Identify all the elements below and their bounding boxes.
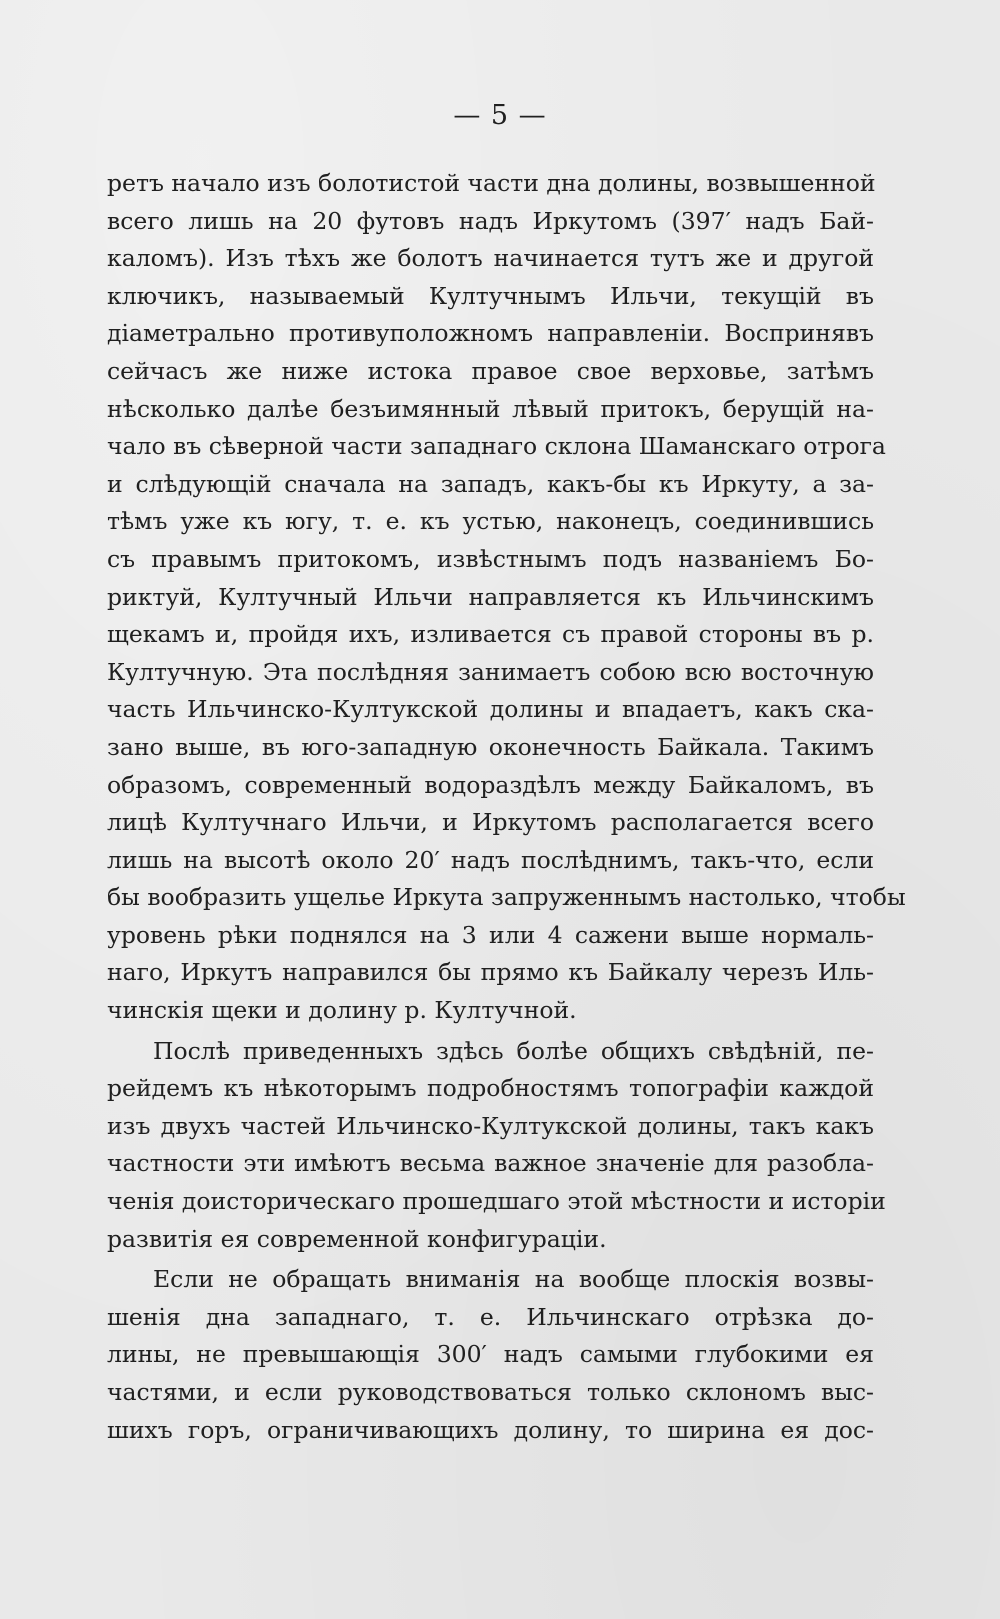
text-line: діаметрально противуположномъ направленіи. Воспринявъ: [107, 319, 874, 348]
text-line: часть Ильчинско-Култукской долины и впадаетъ, какъ ска-: [107, 695, 874, 724]
text-line: развитія ея современной конфигураціи.: [107, 1224, 607, 1253]
text-line: Если не обращать вниманія на вообще плоскія возвы-: [153, 1265, 874, 1294]
paragraph: [107, 165, 906, 1030]
text-line: уровень рѣки поднялся на 3 или 4 сажени выше нормаль-: [107, 920, 874, 949]
paragraph: [107, 1261, 874, 1449]
text-line: лицѣ Култучнаго Ильчи, и Иркутомъ располагается всего: [107, 808, 874, 837]
text-line: образомъ, современный водораздѣлъ между Байкаломъ, въ: [107, 770, 874, 799]
text-line: лины, не превышающія 300′ надъ самыми глубокими ея: [107, 1340, 874, 1369]
body-text: [107, 165, 906, 1449]
text-line: съ правымъ притокомъ, извѣстнымъ подъ названіемъ Бо-: [107, 544, 874, 573]
text-line: чинскія щеки и долину р. Култучной.: [107, 996, 577, 1025]
text-line: тѣмъ уже къ югу, т. е. къ устью, наконецъ, соединившись: [107, 507, 874, 536]
text-line: нѣсколько далѣе безъимянный лѣвый притокъ, берущій на-: [107, 394, 874, 423]
text-line: частями, и если руководствоваться только склономъ выс-: [107, 1378, 874, 1406]
text-line: зано выше, въ юго-западную оконечность Байкала. Такимъ: [107, 732, 874, 761]
text-line: частности эти имѣютъ весьма важное значеніе для разобла-: [107, 1149, 874, 1178]
text-line: лишь на высотѣ около 20′ надъ послѣднимъ, такъ-что, если: [107, 845, 874, 874]
text-line: наго, Иркутъ направился бы прямо къ Байкалу черезъ Иль-: [107, 958, 874, 987]
text-line: каломъ). Изъ тѣхъ же болотъ начинается тутъ же и другой: [107, 244, 874, 273]
text-line: сейчасъ же ниже истока правое свое верховье, затѣмъ: [107, 356, 874, 385]
page-number: — 5 —: [453, 100, 547, 131]
text-line: ключикъ, называемый Култучнымъ Ильчи, текущій въ: [107, 281, 874, 310]
text-line: ченія доисторическаго прошедшаго этой мѣстности и исторіи: [107, 1187, 886, 1216]
text-line: ретъ начало изъ болотистой части дна долины, возвышенной: [107, 169, 876, 197]
text-line: и слѣдующій сначала на западъ, какъ-бы къ Иркуту, а за-: [107, 469, 874, 498]
paragraph: [107, 1033, 886, 1259]
text-line: риктуй, Култучный Ильчи направляется къ Ильчинскимъ: [107, 582, 874, 611]
text-line: всего лишь на 20 футовъ надъ Иркутомъ (397′ надъ Бай-: [107, 206, 874, 235]
text-line: бы вообразить ущелье Иркута запруженнымъ настолько, чтобы: [107, 883, 906, 912]
text-line: чало въ сѣверной части западнаго склона Шаманскаго отрога: [107, 432, 886, 461]
text-line: Култучную. Эта послѣдняя занимаетъ собою всю восточную: [107, 657, 874, 686]
text-line: шихъ горъ, ограничивающихъ долину, то ширина ея дос-: [107, 1415, 874, 1444]
text-line: рейдемъ къ нѣкоторымъ подробностямъ топографіи каждой: [107, 1074, 874, 1103]
text-line: Послѣ приведенныхъ здѣсь болѣе общихъ свѣдѣній, пе-: [153, 1036, 874, 1065]
text-line: изъ двухъ частей Ильчинско-Култукской долины, такъ какъ: [107, 1111, 874, 1140]
text-line: щекамъ и, пройдя ихъ, изливается съ правой стороны въ р.: [107, 620, 874, 649]
text-line: шенія дна западнаго, т. е. Ильчинскаго отрѣзка до-: [107, 1302, 874, 1331]
